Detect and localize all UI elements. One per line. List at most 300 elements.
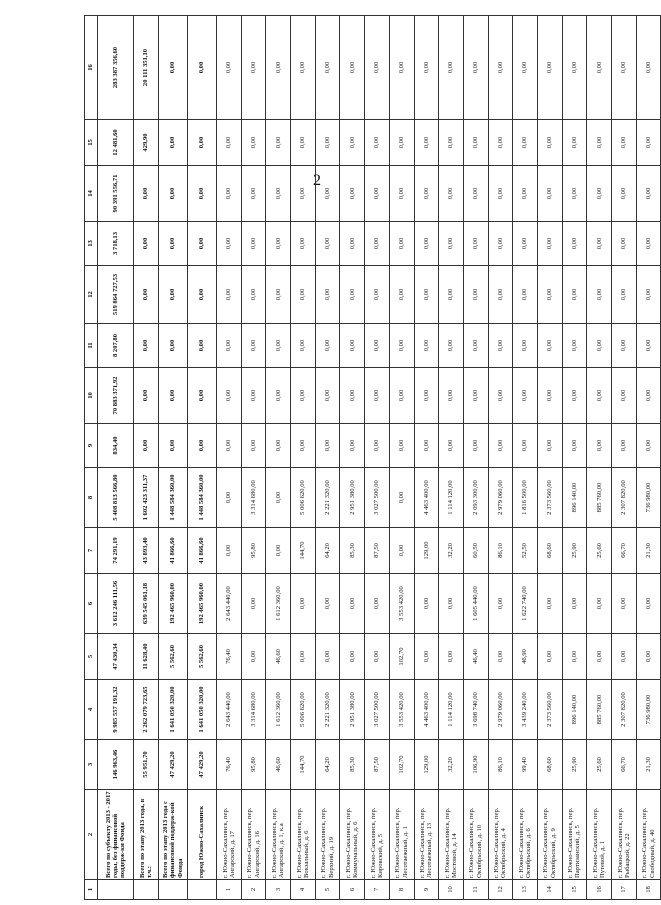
table-row [340,16,365,900]
value-cell: 146 963,46 [98,740,134,790]
value-cell: 3 314 680,00 [241,680,266,740]
value-cell: 2 373 560,00 [537,468,562,528]
value-cell: 129,00 [414,528,439,574]
value-cell: 896 140,00 [562,468,587,528]
value-cell: 192 465 960,00 [188,574,217,634]
value-cell: 0,00 [134,424,159,468]
value-cell: 2 951 380,00 [340,680,365,740]
value-cell: 0,00 [365,166,390,222]
column-number-13: 13 [85,222,98,266]
value-cell: 87,50 [365,528,390,574]
value-cell: 0,00 [537,574,562,634]
value-cell: 0,00 [463,368,488,424]
value-cell: 0,00 [562,120,587,166]
value-cell: 0,00 [513,424,538,468]
rotated-table-container [84,46,656,900]
value-cell: 0,00 [612,324,637,368]
value-cell: 0,00 [241,368,266,424]
row-number: 4 [291,880,316,900]
column-number-5: 5 [85,634,98,680]
table-row [612,16,637,900]
value-cell: 0,00 [217,424,242,468]
value-cell: 0,00 [488,574,513,634]
table-row [463,16,488,900]
value-cell: 3 553 420,00 [389,680,414,740]
value-cell: 0,00 [513,368,538,424]
value-cell: 5 006 620,00 [291,468,316,528]
value-cell: 64,20 [315,528,340,574]
value-cell: 0,00 [134,222,159,266]
value-cell: 0,00 [414,166,439,222]
value-cell: 0,00 [365,634,390,680]
value-cell: 0,00 [266,528,291,574]
value-cell: 0,00 [389,368,414,424]
table-row [266,16,291,900]
column-number-9: 9 [85,424,98,468]
value-cell: 0,00 [188,424,217,468]
value-cell: 0,00 [587,166,612,222]
value-cell: 0,00 [537,324,562,368]
address-cell: г. Южно-Сахалинск, пер. Партизанский, д. 5 [562,790,587,880]
value-cell: 0,00 [266,266,291,324]
value-cell: 0,00 [439,634,464,680]
value-cell: 0,00 [612,166,637,222]
table-row [587,16,612,900]
value-cell: 0,00 [365,16,390,120]
value-cell: 0,00 [134,266,159,324]
value-cell: 47 430,34 [98,634,134,680]
value-cell: 0,00 [488,266,513,324]
value-cell: 885 760,00 [587,680,612,740]
table-row [513,16,538,900]
value-cell: 0,00 [537,222,562,266]
column-number-4: 4 [85,680,98,740]
value-cell: 429,90 [134,120,159,166]
value-cell: 0,00 [315,634,340,680]
value-cell: 25,60 [587,528,612,574]
value-cell: 95,80 [241,528,266,574]
value-cell: 2 307 820,00 [612,468,637,528]
value-cell: 0,00 [463,120,488,166]
value-cell: 0,00 [241,324,266,368]
value-cell: 0,00 [537,16,562,120]
value-cell: 0,00 [217,222,242,266]
value-cell: 1 622 740,00 [513,574,538,634]
value-cell: 47 429,20 [159,740,188,790]
value-cell: 85,30 [340,528,365,574]
value-cell: 0,00 [439,222,464,266]
value-cell: 0,00 [587,324,612,368]
table-body [85,16,661,900]
value-cell: 1 816 500,00 [513,468,538,528]
value-cell: 0,00 [636,324,661,368]
table-row [414,16,439,900]
value-cell: 0,00 [315,574,340,634]
value-cell: 0,00 [636,222,661,266]
value-cell: 90 391 556,71 [98,166,134,222]
value-cell: 0,00 [217,16,242,120]
row-name: Всего по субъекту 2013 - 2017 годы, без финансовой поддерж-ки Фонда [98,790,134,880]
value-cell: 25,90 [562,528,587,574]
value-cell: 0,00 [439,16,464,120]
value-cell: 3 612 246 111,56 [98,574,134,634]
value-cell: 0,00 [562,574,587,634]
value-cell: 0,00 [389,16,414,120]
value-cell: 0,00 [587,574,612,634]
value-cell: 95,80 [241,740,266,790]
value-cell: 0,00 [188,166,217,222]
value-cell: 0,00 [439,424,464,468]
row-number: 10 [439,880,464,900]
value-cell: 87,50 [365,740,390,790]
value-cell: 0,00 [266,424,291,468]
value-cell: 0,00 [159,222,188,266]
table-row [315,16,340,900]
value-cell: 144,70 [291,740,316,790]
row-number: 15 [562,880,587,900]
row-name: Всего по этапу 2013 года, в т.ч.: [134,790,159,880]
address-cell: г. Южно-Сахалинск, пер. Мостовой, д. 14 [439,790,464,880]
value-cell: 106,90 [463,740,488,790]
value-cell: 0,00 [365,368,390,424]
value-cell: 0,00 [513,324,538,368]
row-name: город Южно-Сахалинск [188,790,217,880]
value-cell: 1 641 050 320,00 [188,680,217,740]
value-cell: 0,00 [241,120,266,166]
row-number: 11 [463,880,488,900]
value-cell: 0,00 [612,16,637,120]
table-row [537,16,562,900]
value-cell: 0,00 [365,266,390,324]
row-number: 6 [340,880,365,900]
value-cell: 0,00 [636,16,661,120]
value-cell: 0,00 [291,324,316,368]
value-cell: 0,00 [636,266,661,324]
value-cell: 0,00 [241,222,266,266]
value-cell: 0,00 [241,634,266,680]
value-cell: 8 207,80 [98,324,134,368]
row-number: 16 [587,880,612,900]
address-cell: г. Южно-Сахалинск, пер. Ангарский, д. 1, к.а [266,790,291,880]
value-cell: 70 883 371,92 [98,368,134,424]
value-cell: 0,00 [636,574,661,634]
value-cell: 129,00 [414,740,439,790]
value-cell: 736 980,00 [636,680,661,740]
column-number-12: 12 [85,266,98,324]
table-row [439,16,464,900]
value-cell: 0,00 [291,166,316,222]
value-cell: 0,00 [587,120,612,166]
value-cell: 66,70 [612,740,637,790]
value-cell: 0,00 [636,166,661,222]
value-cell: 0,00 [414,574,439,634]
value-cell: 0,00 [315,16,340,120]
value-cell: 3 439 240,00 [513,680,538,740]
value-cell: 0,00 [266,120,291,166]
value-cell: 0,00 [340,16,365,120]
value-cell: 0,00 [612,120,637,166]
value-cell: 102,70 [389,634,414,680]
value-cell: 1 114 120,00 [439,680,464,740]
value-cell: 0,00 [414,266,439,324]
address-cell: г. Южно-Сахалинск, пер. Октябрьский, д. 4 [488,790,513,880]
value-cell: 0,00 [365,120,390,166]
value-cell: 5 408 813 566,80 [98,468,134,528]
column-number-8: 8 [85,468,98,528]
value-cell: 0,00 [188,324,217,368]
value-cell: 0,00 [291,574,316,634]
value-cell: 55 951,70 [134,740,159,790]
value-cell: 43 893,40 [134,528,159,574]
column-number-11: 11 [85,324,98,368]
address-cell: г. Южно-Сахалинск, пер. Кировский, д. 5 [365,790,390,880]
column-number-14: 14 [85,166,98,222]
value-cell: 0,00 [488,634,513,680]
value-cell: 25,60 [587,740,612,790]
value-cell: 46,90 [513,634,538,680]
value-cell: 0,00 [188,120,217,166]
value-cell: 0,00 [463,266,488,324]
value-cell: 0,00 [134,324,159,368]
value-cell: 0,00 [636,120,661,166]
value-cell: 2 643 440,00 [217,574,242,634]
table-row [389,16,414,900]
value-cell: 64,20 [315,740,340,790]
value-cell: 0,00 [315,424,340,468]
value-cell: 0,00 [513,16,538,120]
row-number: 3 [266,880,291,900]
value-cell: 0,00 [340,634,365,680]
value-cell: 0,00 [315,120,340,166]
address-cell: г. Южно-Сахалинск, пер. Верхний, д. 19 [315,790,340,880]
value-cell: 0,00 [636,424,661,468]
value-cell: 2 221 320,00 [315,680,340,740]
value-cell: 0,00 [488,222,513,266]
value-cell: 0,00 [365,222,390,266]
value-cell: 0,00 [439,574,464,634]
value-cell: 0,00 [587,222,612,266]
value-cell: 0,00 [488,166,513,222]
value-cell: 0,00 [159,166,188,222]
value-cell: 0,00 [612,574,637,634]
value-cell: 0,00 [389,324,414,368]
value-cell: 896 140,00 [562,680,587,740]
value-cell: 9 985 557 191,32 [98,680,134,740]
column-number-16: 16 [85,16,98,120]
value-cell: 3 027 500,00 [365,468,390,528]
table-row [217,16,242,900]
table-row [488,16,513,900]
column-number-1: 1 [85,880,98,900]
value-cell: 885 760,00 [587,468,612,528]
value-cell: 2 643 440,00 [217,680,242,740]
value-cell: 0,00 [389,424,414,468]
value-cell: 0,00 [463,222,488,266]
value-cell: 0,00 [612,368,637,424]
value-cell: 1 605 440,00 [463,574,488,634]
column-number-15: 15 [85,120,98,166]
value-cell: 1 448 584 360,00 [159,468,188,528]
column-number-10: 10 [85,368,98,424]
row-number [134,880,159,900]
header-row [85,16,98,900]
value-cell: 0,00 [188,16,217,120]
value-cell: 0,00 [291,634,316,680]
value-cell: 0,00 [562,424,587,468]
value-cell: 639 545 061,18 [134,574,159,634]
value-cell: 0,00 [587,368,612,424]
value-cell: 0,00 [537,166,562,222]
value-cell: 3 718,13 [98,222,134,266]
value-cell: 0,00 [365,424,390,468]
value-cell: 0,00 [340,424,365,468]
row-number: 13 [513,880,538,900]
value-cell: 60,50 [463,528,488,574]
value-cell: 46,60 [266,634,291,680]
row-number: 2 [241,880,266,900]
value-cell: 0,00 [562,368,587,424]
value-cell: 3 553 420,00 [389,574,414,634]
value-cell: 20 111 351,10 [134,16,159,120]
value-cell: 0,00 [537,120,562,166]
row-number: 5 [315,880,340,900]
value-cell: 25,90 [562,740,587,790]
value-cell: 2 979 060,00 [488,680,513,740]
address-cell: г. Южно-Сахалинск, пер. Октябрьский, д. 9 [537,790,562,880]
value-cell: 0,00 [266,324,291,368]
value-cell: 0,00 [463,166,488,222]
row-number: 1 [217,880,242,900]
value-cell: 0,00 [537,634,562,680]
value-cell: 0,00 [217,324,242,368]
address-cell: г. Южно-Сахалинск, пер. Ангарский, д. 16 [241,790,266,880]
value-cell: 0,00 [414,424,439,468]
value-cell: 0,00 [562,166,587,222]
value-cell: 0,00 [241,166,266,222]
value-cell: 0,00 [217,266,242,324]
column-number-2: 2 [85,790,98,880]
address-cell: г. Южно-Сахалинск, пер. Вокзальный, д. 6 [291,790,316,880]
value-cell: 0,00 [291,120,316,166]
value-cell: 0,00 [414,634,439,680]
value-cell: 0,00 [587,16,612,120]
value-cell: 0,00 [513,222,538,266]
value-cell: 0,00 [389,166,414,222]
row-number [159,880,188,900]
row-number: 12 [488,880,513,900]
address-cell: г. Южно-Сахалинск, пер. Ангарский, д. 17 [217,790,242,880]
value-cell: 21,30 [636,528,661,574]
row-number: 18 [636,880,661,900]
value-cell: 5 006 620,00 [291,680,316,740]
value-cell: 0,00 [188,266,217,324]
value-cell: 0,00 [414,222,439,266]
value-cell: 834,40 [98,424,134,468]
value-cell: 0,00 [537,266,562,324]
row-number: 14 [537,880,562,900]
value-cell: 2 307 820,00 [612,680,637,740]
value-cell: 0,00 [612,424,637,468]
value-cell: 0,00 [389,528,414,574]
value-cell: 0,00 [315,222,340,266]
address-cell: г. Южно-Сахалинск, пер. Коммунальный, д. 6 [340,790,365,880]
value-cell: 0,00 [340,324,365,368]
value-cell: 1 612 360,00 [266,574,291,634]
summary-row [98,16,134,900]
value-cell: 68,60 [537,528,562,574]
value-cell: 0,00 [562,222,587,266]
summary-row [134,16,159,900]
value-cell: 0,00 [340,574,365,634]
value-cell: 0,00 [134,368,159,424]
value-cell: 66,70 [612,528,637,574]
value-cell: 0,00 [241,266,266,324]
value-cell: 0,00 [587,266,612,324]
value-cell: 2 221 320,00 [315,468,340,528]
row-name: Всего по этапу 2013 года с финансовой поддерж-кой Фонда [159,790,188,880]
value-cell: 0,00 [488,368,513,424]
value-cell: 0,00 [562,16,587,120]
address-cell: г. Южно-Сахалинск, пер. Лесотаежный, д. 1 [389,790,414,880]
column-number-7: 7 [85,528,98,574]
value-cell: 0,00 [217,528,242,574]
value-cell: 0,00 [291,16,316,120]
value-cell: 1 612 360,00 [266,680,291,740]
value-cell: 0,00 [266,16,291,120]
value-cell: 0,00 [414,368,439,424]
value-cell: 47 429,20 [188,740,217,790]
value-cell: 0,00 [389,266,414,324]
value-cell: 0,00 [134,166,159,222]
address-cell: г. Южно-Сахалинск, пер. Октябрьский, д. 10 [463,790,488,880]
value-cell: 0,00 [159,16,188,120]
summary-row [159,16,188,900]
value-cell: 3 314 680,00 [241,468,266,528]
value-cell: 0,00 [488,120,513,166]
value-cell: 0,00 [389,120,414,166]
value-cell: 0,00 [612,266,637,324]
value-cell: 0,00 [389,222,414,266]
value-cell: 0,00 [266,468,291,528]
value-cell: 0,00 [463,16,488,120]
value-cell: 32,20 [439,740,464,790]
row-number [98,880,134,900]
value-cell: 0,00 [266,166,291,222]
value-cell: 0,00 [612,222,637,266]
value-cell: 144,70 [291,528,316,574]
value-cell: 4 463 400,00 [414,468,439,528]
value-cell: 0,00 [340,120,365,166]
data-table [84,15,661,900]
row-number: 8 [389,880,414,900]
value-cell: 0,00 [340,166,365,222]
value-cell: 4 463 400,00 [414,680,439,740]
value-cell: 0,00 [537,368,562,424]
value-cell: 85,30 [340,740,365,790]
value-cell: 86,10 [488,528,513,574]
value-cell: 0,00 [266,368,291,424]
value-cell: 21,30 [636,740,661,790]
table-row [636,16,661,900]
value-cell: 86,10 [488,740,513,790]
value-cell: 32,20 [439,528,464,574]
value-cell: 0,00 [513,120,538,166]
value-cell: 76,40 [217,634,242,680]
value-cell: 0,00 [414,120,439,166]
value-cell: 2 093 300,00 [463,468,488,528]
value-cell: 0,00 [513,266,538,324]
value-cell: 2 373 560,00 [537,680,562,740]
